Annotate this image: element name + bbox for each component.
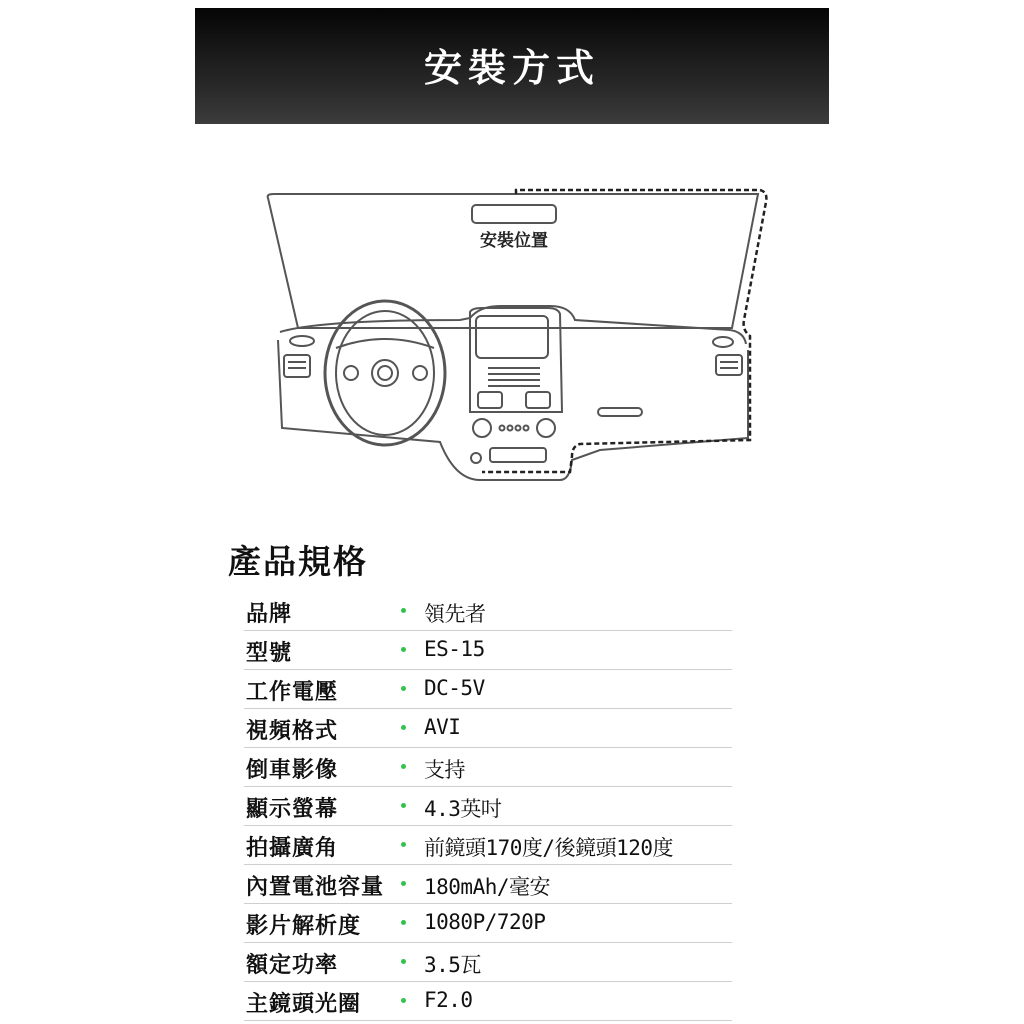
spec-label: 倒車影像 — [246, 758, 339, 783]
spec-label: 額定功率 — [246, 953, 339, 978]
bullet-dot-icon — [401, 842, 406, 847]
spec-row — [244, 631, 732, 670]
spec-value: 支持 — [424, 758, 465, 782]
spec-label: 視頻格式 — [246, 719, 339, 744]
spec-row — [244, 865, 732, 904]
bullet-dot-icon — [401, 764, 406, 769]
spec-value: 4.3英吋 — [424, 797, 502, 821]
spec-value: DC-5V — [424, 676, 485, 700]
car-dashboard-illustration — [250, 180, 780, 490]
mount-position-label: 安裝位置 — [480, 231, 548, 251]
bullet-dot-icon — [401, 920, 406, 925]
banner-title: 安裝方式 — [423, 45, 600, 90]
spec-label: 顯示螢幕 — [246, 797, 339, 822]
spec-label: 主鏡頭光圈 — [246, 992, 362, 1017]
spec-value: 1080P/720P — [424, 910, 546, 934]
bullet-dot-icon — [401, 998, 406, 1003]
spec-value: 前鏡頭170度/後鏡頭120度 — [424, 836, 674, 860]
spec-label: 影片解析度 — [246, 914, 362, 939]
spec-value: 3.5瓦 — [424, 953, 481, 977]
spec-row — [244, 787, 732, 826]
spec-row — [244, 943, 732, 982]
spec-label: 型號 — [246, 641, 293, 666]
bullet-dot-icon — [401, 725, 406, 730]
bullet-dot-icon — [401, 608, 406, 613]
bullet-dot-icon — [401, 881, 406, 886]
spec-row — [244, 982, 732, 1021]
spec-row — [244, 709, 732, 748]
spec-row — [244, 904, 732, 943]
spec-table — [244, 592, 732, 1021]
spec-label: 內置電池容量 — [246, 875, 385, 900]
spec-row — [244, 670, 732, 709]
bullet-dot-icon — [401, 959, 406, 964]
mount-box — [472, 205, 556, 223]
spec-heading: 產品規格 — [228, 542, 368, 581]
spec-label: 品牌 — [246, 602, 293, 627]
spec-value: 180mAh/毫安 — [424, 875, 551, 899]
bullet-dot-icon — [401, 803, 406, 808]
spec-value: 領先者 — [424, 602, 486, 626]
spec-row — [244, 826, 732, 865]
spec-value: ES-15 — [424, 637, 485, 661]
bullet-dot-icon — [401, 686, 406, 691]
spec-row — [244, 592, 732, 631]
title-banner — [195, 8, 829, 124]
installation-diagram — [250, 180, 780, 490]
spec-row — [244, 748, 732, 787]
spec-label: 工作電壓 — [246, 680, 339, 705]
spec-label: 拍攝廣角 — [246, 836, 339, 861]
bullet-dot-icon — [401, 647, 406, 652]
spec-value: F2.0 — [424, 988, 473, 1012]
spec-value: AVI — [424, 715, 461, 739]
